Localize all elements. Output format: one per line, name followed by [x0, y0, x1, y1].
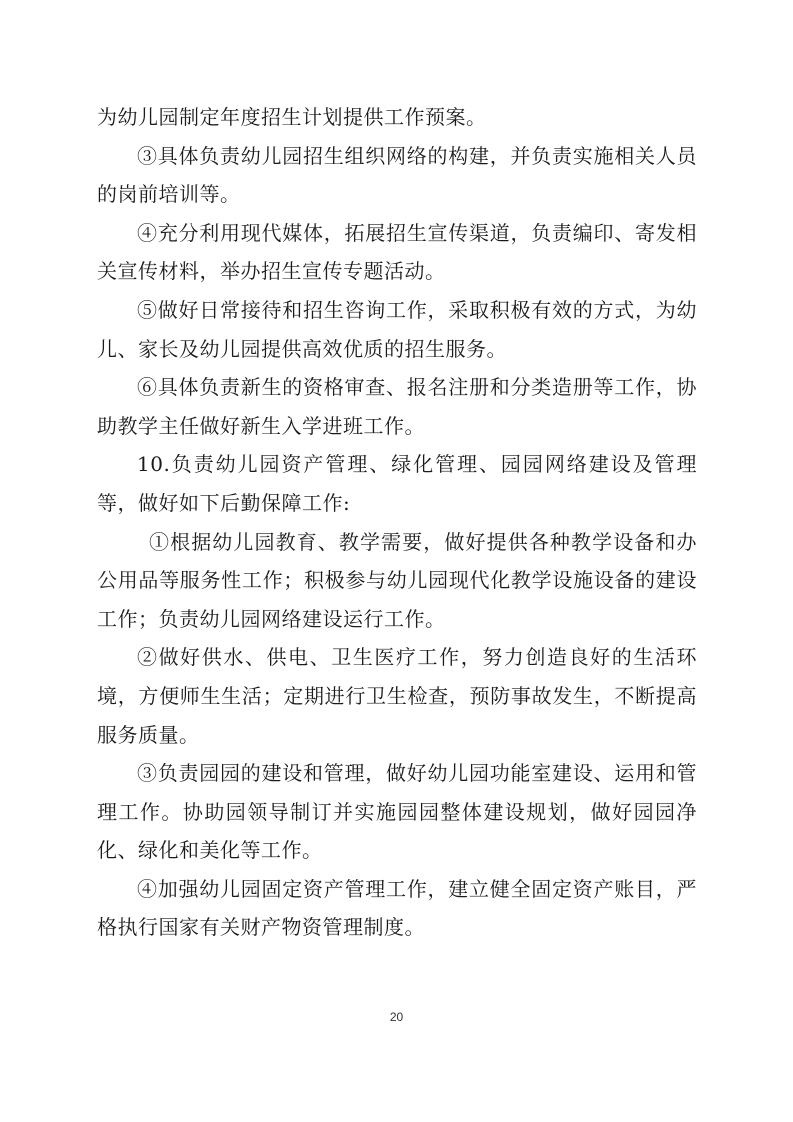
paragraph-8: ②做好供水、供电、卫生医疗工作，努力创造良好的生活环境，方便师生生活；定期进行卫生检查，预防事故发生，不断提高服务质量。	[97, 645, 697, 747]
paragraph-6: 10.负责幼儿园资产管理、绿化管理、园园网络建设及管理等，做好如下后勤保障工作:	[97, 452, 697, 515]
paragraph-1: 为幼儿园制定年度招生计划提供工作预案。	[97, 105, 487, 129]
paragraph-4: ⑤做好日常接待和招生咨询工作，采取积极有效的方式，为幼儿、家长及幼儿园提供高效优质的招生服务。	[97, 297, 697, 361]
paragraph-5: ⑥具体负责新生的资格审查、报名注册和分类造册等工作，协助教学主任做好新生入学进班工作。	[97, 375, 697, 438]
page-number: 20	[389, 1010, 404, 1024]
paragraph-10: ④加强幼儿园固定资产管理工作，建立健全固定资产账目，严格执行国家有关财产物资管理制度。	[97, 876, 697, 940]
paragraph-3: ④充分利用现代媒体，拓展招生宣传渠道，负责编印、寄发相关宣传材料，举办招生宣传专题活动。	[97, 220, 697, 284]
paragraph-2: ③具体负责幼儿园招生组织网络的构建，并负责实施相关人员的岗前培训等。	[97, 143, 697, 207]
body-text	[97, 98, 697, 947]
paragraph-9: ③负责园园的建设和管理，做好幼儿园功能室建设、运用和管理工作。协助园领导制订并实施园园整体建设规划，做好园园净化、绿化和美化等工作。	[97, 761, 697, 863]
paragraph-7: ①根据幼儿园教育、教学需要，做好提供各种教学设备和办公用品等服务性工作；积极参与幼儿园现代化教学设施设备的建设工作；负责幼儿园网络建设运行工作。	[97, 529, 697, 631]
